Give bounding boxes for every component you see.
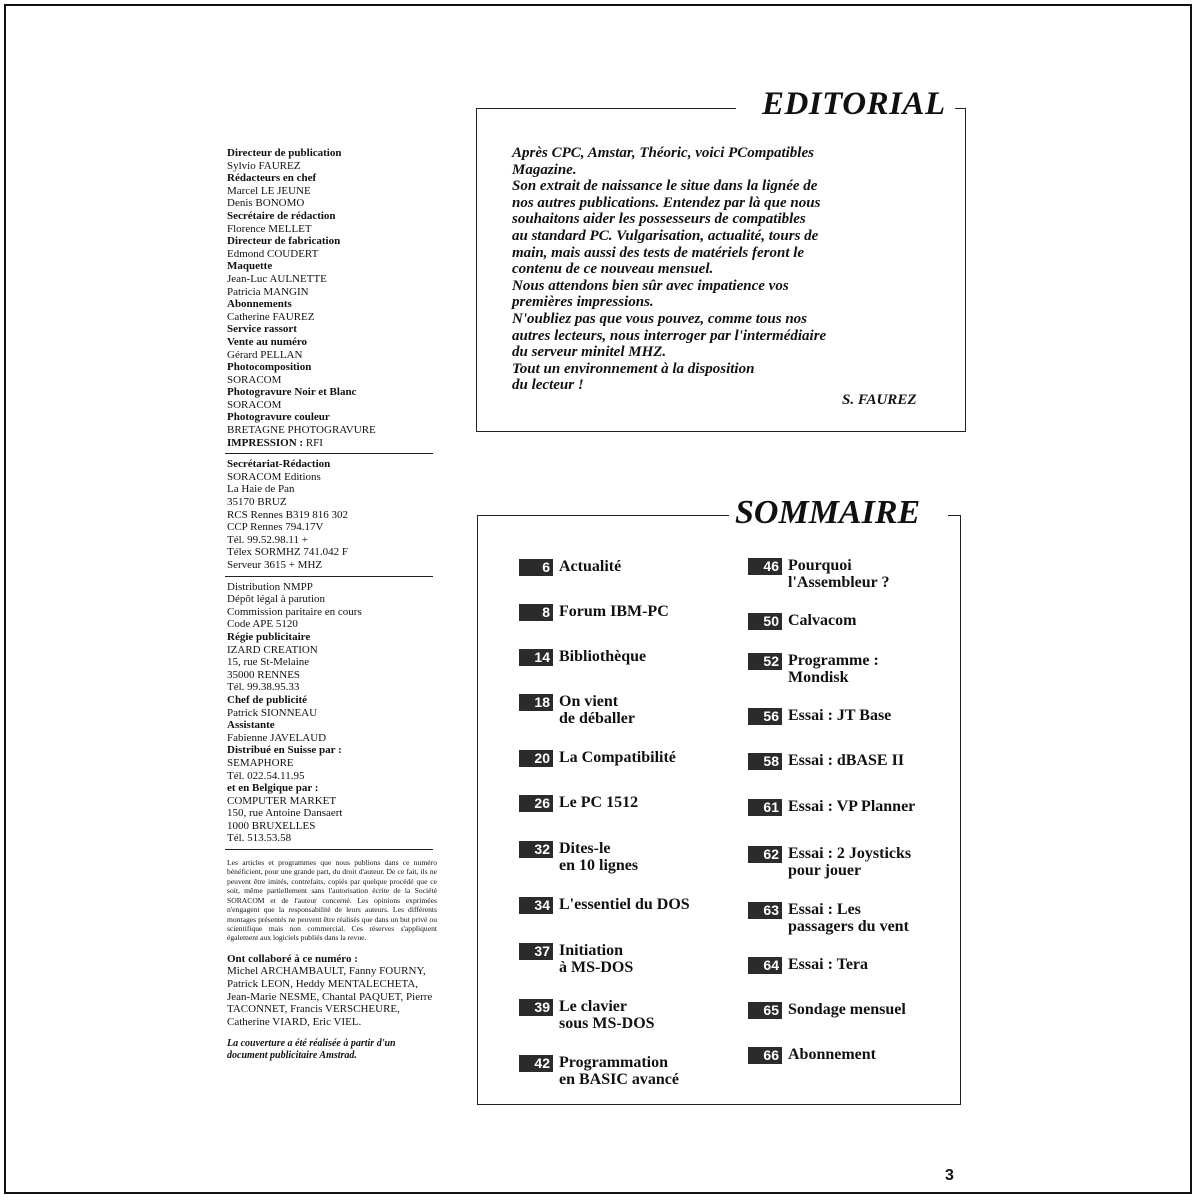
assistante-label: Assistante — [227, 719, 275, 732]
toc-entry — [519, 896, 690, 914]
toc-entry-title: Programmation en BASIC avancé — [559, 1054, 680, 1088]
editorial-line: Tout un environnement à la disposition — [512, 360, 755, 377]
page-number-badge: 64 — [748, 957, 782, 974]
editorial-line: contenu de ce nouveau mensuel. — [512, 261, 714, 278]
staff-role: Directeur de fabrication — [227, 235, 341, 248]
toc-entry-title: On vient de déballer — [559, 693, 635, 727]
regie-address — [227, 644, 437, 694]
sommaire-top-rule — [477, 515, 729, 516]
editorial-line: du serveur minitel MHZ. — [512, 344, 667, 361]
editorial-line: Magazine. — [512, 161, 577, 178]
staff-name: Marcel LE JEUNE — [227, 184, 311, 197]
chef-pub-name: Patrick SIONNEAU — [227, 706, 318, 719]
toc-entry — [748, 707, 891, 725]
editorial-line: Son extrait de naissance le situe dans la lignée de — [512, 178, 818, 195]
toc-entry — [748, 612, 856, 630]
impression-line: IMPRESSION : RFI — [227, 436, 323, 449]
toc-entry-title: Essai : dBASE II — [788, 752, 905, 769]
editorial-top-rule — [476, 108, 736, 109]
toc-entry — [519, 558, 621, 576]
toc-entry — [519, 603, 669, 621]
collab-label: Ont collaboré à ce numéro : — [227, 952, 358, 965]
address-line: Serveur 3615 + MHZ — [227, 559, 323, 571]
editorial-line: N'oubliez pas que vous pouvez, comme tous nos — [512, 310, 808, 327]
editorial-line: Nous attendons bien sûr avec impatience vos — [512, 277, 789, 294]
suisse-distributor — [227, 757, 437, 782]
toc-entry — [519, 840, 638, 874]
address-line: SEMAPHORE — [227, 756, 294, 769]
address-line: Télex SORMHZ 741.042 F — [227, 546, 348, 559]
collab-names: Michel ARCHAMBAULT, Fanny FOURNY, Patrick LEON, Heddy MENTALECHETA, Jean-Marie NESME, Chantal PAQUET, Pierre TACONNET, Francis VERSCHEURE, Catherine VIARD, Eric VIEL. — [227, 965, 433, 1028]
staff-role: Photocomposition — [227, 361, 312, 374]
toc-entry-title: Forum IBM-PC — [559, 603, 669, 620]
legal-notice: Les articles et programmes que nous publions dans ce numéro bénéficient, pour une grande part, du droit d'auteur. De ce fait, ils ne peuvent être imités, contrefaits, copiés par quelque procédé que ce soit, même partiellement sans l'autorisation écrite de la Société SORACOM et de l'auteur concerné. Les opinions exprimées n'engagent que la responsabilité de leurs auteurs. Les différents montages présentés ne peuvent être réalisés que dans un but privé ou scientifique mais non commercial. Ces réserves s'appliquent également aux logiciels publiés dans la revue. — [227, 858, 437, 943]
chef-pub-label: Chef de publicité — [227, 693, 308, 706]
toc-entry — [748, 652, 879, 686]
staff-name: Patricia MANGIN — [227, 285, 309, 298]
toc-entry-title: Essai : VP Planner — [788, 798, 916, 815]
masthead — [227, 147, 437, 1062]
secretariat-label: Secrétariat-Rédaction — [227, 458, 331, 471]
page-number-badge: 34 — [519, 897, 553, 914]
staff-list — [227, 147, 437, 437]
page-number-badge: 50 — [748, 613, 782, 630]
page-number-badge: 66 — [748, 1047, 782, 1064]
toc-entry — [519, 1054, 679, 1088]
toc-entry-title: Programme : Mondisk — [788, 652, 879, 686]
toc-entry-title: Abonnement — [788, 1046, 877, 1063]
suisse-label: Distribué en Suisse par : — [227, 744, 342, 757]
address-line: CCP Rennes 794.17V — [227, 521, 324, 534]
toc-entry — [519, 942, 633, 976]
address-line: Tél. 99.52.98.11 + — [227, 533, 308, 546]
staff-role: Vente au numéro — [227, 335, 308, 348]
page-number-badge: 6 — [519, 559, 553, 576]
editorial-line: nos autres publications. Entendez par là que nous — [512, 194, 821, 211]
divider — [225, 576, 433, 577]
secretariat-address — [227, 471, 437, 572]
page-number-badge: 58 — [748, 753, 782, 770]
address-line: Commission paritaire en cours — [227, 605, 362, 618]
page-number-badge: 18 — [519, 694, 553, 711]
staff-name: Sylvio FAUREZ — [227, 159, 301, 172]
sommaire-title: SOMMAIRE — [735, 494, 921, 531]
address-line: Dépôt légal à parution — [227, 593, 326, 606]
staff-role: Photogravure couleur — [227, 411, 330, 424]
toc-entry — [519, 998, 655, 1032]
staff-role: Service rassort — [227, 323, 297, 336]
distribution-info — [227, 581, 437, 631]
toc-entry — [748, 798, 915, 816]
address-line: 35170 BRUZ — [227, 496, 287, 509]
toc-entry-title: Essai : JT Base — [788, 707, 892, 724]
toc-entry — [519, 794, 638, 812]
staff-name: Catherine FAUREZ — [227, 310, 315, 323]
toc-entry-title: Dites-le en 10 lignes — [559, 840, 639, 874]
staff-name: Gérard PELLAN — [227, 348, 303, 361]
staff-role: Abonnements — [227, 298, 292, 311]
address-line: SORACOM Editions — [227, 470, 321, 483]
address-line: Tél. 513.53.58 — [227, 832, 292, 845]
assistante-name: Fabienne JAVELAUD — [227, 731, 327, 744]
staff-name: BRETAGNE PHOTOGRAVURE — [227, 424, 376, 437]
editorial-line: premières impressions. — [512, 294, 654, 311]
staff-role: Rédacteurs en chef — [227, 172, 317, 185]
page-number-badge: 8 — [519, 604, 553, 621]
toc-entry-title: Le clavier sous MS-DOS — [559, 998, 655, 1032]
address-line: Distribution NMPP — [227, 580, 313, 593]
staff-role: Secrétaire de rédaction — [227, 209, 336, 222]
address-line: 35000 RENNES — [227, 668, 301, 681]
page-number-badge: 14 — [519, 649, 553, 666]
editorial-line: Après CPC, Amstar, Théoric, voici PCompatibles — [512, 145, 814, 161]
page-number-badge: 26 — [519, 795, 553, 812]
toc-entry — [748, 956, 868, 974]
editorial-signature: S. FAUREZ — [842, 392, 917, 408]
toc-entry-title: Actualité — [559, 558, 622, 575]
toc-entry — [748, 1001, 906, 1019]
staff-name: Edmond COUDERT — [227, 247, 319, 260]
staff-name: SORACOM — [227, 373, 282, 386]
page-number-badge: 42 — [519, 1055, 553, 1072]
editorial-line: autres lecteurs, nous interroger par l'intermédiaire — [512, 327, 827, 344]
toc-entry — [748, 901, 909, 935]
toc-entry-title: Le PC 1512 — [559, 794, 639, 811]
page-number-badge: 37 — [519, 943, 553, 960]
editorial-line: du lecteur ! — [512, 377, 584, 394]
staff-name: Jean-Luc AULNETTE — [227, 272, 327, 285]
address-line: Tél. 99.38.95.33 — [227, 681, 300, 694]
belgique-label: et en Belgique par : — [227, 782, 319, 795]
toc-entry-title: Essai : Les passagers du vent — [788, 901, 909, 935]
page-number-badge: 32 — [519, 841, 553, 858]
address-line: 1000 BRUXELLES — [227, 819, 316, 832]
address-line: Code APE 5120 — [227, 618, 298, 631]
staff-role: Maquette — [227, 260, 273, 273]
sommaire-top-rule — [948, 515, 961, 516]
toc-entry — [748, 557, 889, 591]
editorial-title: EDITORIAL — [762, 86, 946, 122]
toc-entry-title: Sondage mensuel — [788, 1001, 906, 1018]
toc-entry — [748, 1046, 876, 1064]
toc-entry-title: Bibliothèque — [559, 648, 647, 665]
toc-entry-title: Essai : 2 Joysticks pour jouer — [788, 845, 912, 879]
editorial-top-rule — [955, 108, 966, 109]
toc-entry — [748, 752, 904, 770]
toc-entry — [519, 749, 676, 767]
staff-role: Photogravure Noir et Blanc — [227, 386, 357, 399]
address-line: La Haie de Pan — [227, 483, 295, 496]
page-number-badge: 52 — [748, 653, 782, 670]
page-number: 3 — [945, 1167, 954, 1184]
address-line: RCS Rennes B319 816 302 — [227, 508, 349, 521]
toc-entry-title: Calvacom — [788, 612, 857, 629]
contributors — [227, 953, 437, 1029]
staff-name: Florence MELLET — [227, 222, 312, 235]
toc-entry-title: Pourquoi l'Assembleur ? — [788, 557, 890, 591]
toc-entry — [748, 845, 911, 879]
toc-entry-title: Initiation à MS-DOS — [559, 942, 634, 976]
toc-entry-title: Essai : Tera — [788, 956, 869, 973]
divider — [225, 849, 433, 850]
staff-role: Directeur de publication — [227, 147, 342, 159]
page-number-badge: 56 — [748, 708, 782, 725]
divider — [225, 453, 433, 454]
page-number-badge: 65 — [748, 1002, 782, 1019]
toc-entry-title: L'essentiel du DOS — [559, 896, 690, 913]
toc-entry-title: La Compatibilité — [559, 749, 676, 766]
page-number-badge: 20 — [519, 750, 553, 767]
editorial-line: souhaitons aider les possesseurs de compatibles — [512, 211, 806, 228]
page-number-badge: 46 — [748, 558, 782, 575]
page-number-badge: 61 — [748, 799, 782, 816]
address-line: 150, rue Antoine Dansaert — [227, 807, 343, 820]
cover-note: La couverture a été réalisée à partir d'un document publicitaire Amstrad. — [227, 1038, 396, 1062]
address-line: 15, rue St-Melaine — [227, 656, 310, 669]
page-number-badge: 39 — [519, 999, 553, 1016]
toc-entry — [519, 648, 646, 666]
address-line: Tél. 022.54.11.95 — [227, 769, 305, 782]
toc-entry — [519, 693, 635, 727]
editorial-line: au standard PC. Vulgarisation, actualité, tours de — [512, 227, 819, 244]
page-number-badge: 63 — [748, 902, 782, 919]
staff-name: Denis BONOMO — [227, 197, 305, 210]
editorial-body — [512, 145, 892, 394]
belgique-distributor — [227, 795, 437, 845]
page-number-badge: 62 — [748, 846, 782, 863]
regie-label: Régie publicitaire — [227, 630, 311, 643]
editorial-line: main, mais aussi des tests de matériels feront le — [512, 244, 805, 261]
staff-name: SORACOM — [227, 398, 282, 411]
address-line: COMPUTER MARKET — [227, 794, 337, 807]
address-line: IZARD CREATION — [227, 643, 318, 656]
